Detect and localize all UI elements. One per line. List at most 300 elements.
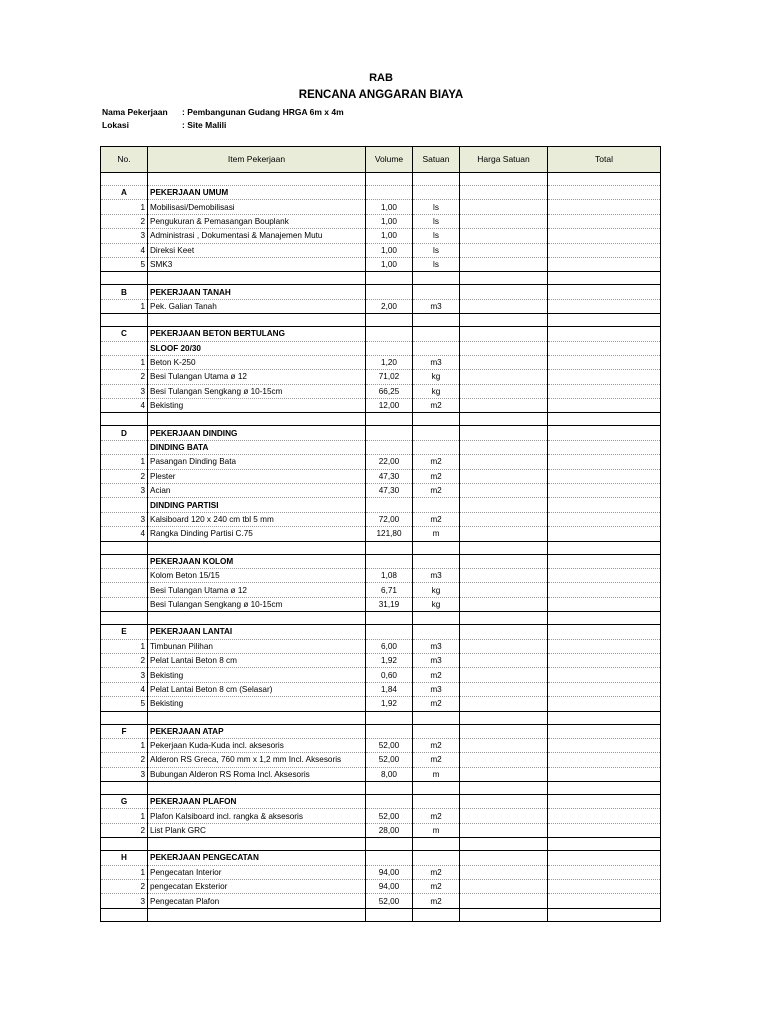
cell-total xyxy=(548,370,661,384)
cell-volume xyxy=(366,851,413,865)
cell-total xyxy=(548,697,661,711)
cell-price xyxy=(460,597,548,611)
cell-price xyxy=(460,484,548,498)
cell-item: SLOOF 20/30 xyxy=(148,341,366,355)
cell-unit xyxy=(413,272,460,285)
cell-volume: 22,00 xyxy=(366,455,413,469)
cell-volume: 52,00 xyxy=(366,894,413,908)
cell-total xyxy=(548,214,661,228)
cell-unit: m3 xyxy=(413,682,460,696)
spacer-row xyxy=(101,272,661,285)
cell-volume: 121,80 xyxy=(366,527,413,541)
cell-price xyxy=(460,469,548,483)
cell-price xyxy=(460,173,548,186)
cell-item xyxy=(148,612,366,625)
cell-unit: ls xyxy=(413,229,460,243)
cell-unit: kg xyxy=(413,583,460,597)
cell-item: Pelat Lantai Beton 8 cm (Selasar) xyxy=(148,682,366,696)
table-row xyxy=(101,697,661,711)
cell-no: 2 xyxy=(101,469,148,483)
section-row xyxy=(101,795,661,809)
cell-price xyxy=(460,186,548,200)
spacer-row xyxy=(101,711,661,724)
cell-total xyxy=(548,413,661,426)
cell-no: 4 xyxy=(101,399,148,413)
cell-item: DINDING BATA xyxy=(148,440,366,454)
cell-unit xyxy=(413,314,460,327)
cell-volume xyxy=(366,625,413,639)
cell-no: 1 xyxy=(101,455,148,469)
cell-item xyxy=(148,541,366,554)
cell-no xyxy=(101,498,148,512)
cell-total xyxy=(548,384,661,398)
table-row xyxy=(101,257,661,271)
cell-item xyxy=(148,838,366,851)
cell-price xyxy=(460,568,548,582)
cell-unit: ls xyxy=(413,257,460,271)
cell-item: Pengecatan Interior xyxy=(148,865,366,879)
cell-no xyxy=(101,711,148,724)
cell-unit xyxy=(413,838,460,851)
cell-unit: m2 xyxy=(413,753,460,767)
cell-no: C xyxy=(101,327,148,341)
cell-item: Acian xyxy=(148,484,366,498)
cell-no: 5 xyxy=(101,257,148,271)
table-row xyxy=(101,229,661,243)
cell-item: Besi Tulangan Sengkang ø 10-15cm xyxy=(148,384,366,398)
location-value: : Site Malili xyxy=(182,120,227,130)
cell-no: F xyxy=(101,724,148,738)
cell-price xyxy=(460,823,548,837)
cell-price xyxy=(460,724,548,738)
cell-no: 4 xyxy=(101,682,148,696)
cell-volume: 66,25 xyxy=(366,384,413,398)
cell-unit: m3 xyxy=(413,639,460,653)
cell-no xyxy=(101,782,148,795)
cell-price xyxy=(460,583,548,597)
cell-unit: m2 xyxy=(413,880,460,894)
cell-unit: m xyxy=(413,823,460,837)
table-row xyxy=(101,399,661,413)
cell-item: PEKERJAAN PENGECATAN xyxy=(148,851,366,865)
cell-volume: 28,00 xyxy=(366,823,413,837)
cell-unit: m3 xyxy=(413,568,460,582)
cell-volume: 1,00 xyxy=(366,214,413,228)
cell-price xyxy=(460,200,548,214)
cell-price xyxy=(460,426,548,440)
cell-no xyxy=(101,272,148,285)
cell-price xyxy=(460,851,548,865)
cell-price xyxy=(460,512,548,526)
cell-no xyxy=(101,173,148,186)
cell-item: Mobilisasi/Demobilisasi xyxy=(148,200,366,214)
cell-volume xyxy=(366,498,413,512)
subsection-row xyxy=(101,440,661,454)
cell-volume xyxy=(366,612,413,625)
cell-unit: m2 xyxy=(413,399,460,413)
cell-price xyxy=(460,455,548,469)
cell-unit: m2 xyxy=(413,455,460,469)
cell-price xyxy=(460,299,548,313)
cell-unit: kg xyxy=(413,370,460,384)
cell-volume: 6,00 xyxy=(366,639,413,653)
cell-price xyxy=(460,554,548,568)
cell-no: A xyxy=(101,186,148,200)
cell-total xyxy=(548,257,661,271)
cell-total xyxy=(548,399,661,413)
cell-unit: m2 xyxy=(413,697,460,711)
cell-no: 3 xyxy=(101,229,148,243)
table-row xyxy=(101,370,661,384)
cell-no: 5 xyxy=(101,697,148,711)
cell-total xyxy=(548,653,661,667)
project-value: : Pembangunan Gudang HRGA 6m x 4m xyxy=(182,107,344,117)
section-row xyxy=(101,625,661,639)
cell-total xyxy=(548,272,661,285)
cell-unit: m2 xyxy=(413,738,460,752)
cell-unit xyxy=(413,711,460,724)
table-row xyxy=(101,767,661,781)
table-row xyxy=(101,484,661,498)
cell-no: 1 xyxy=(101,738,148,752)
cell-unit xyxy=(413,541,460,554)
cell-item: Bubungan Alderon RS Roma Incl. Aksesoris xyxy=(148,767,366,781)
cell-total xyxy=(548,341,661,355)
table-body xyxy=(101,173,661,922)
cell-no: E xyxy=(101,625,148,639)
table-row xyxy=(101,597,661,611)
cell-no xyxy=(101,554,148,568)
table-row xyxy=(101,299,661,313)
cell-unit xyxy=(413,625,460,639)
cell-total xyxy=(548,795,661,809)
cell-total xyxy=(548,753,661,767)
section-row xyxy=(101,724,661,738)
cell-item: PEKERJAAN ATAP xyxy=(148,724,366,738)
cell-item: Pek. Galian Tanah xyxy=(148,299,366,313)
cell-price xyxy=(460,314,548,327)
cell-volume xyxy=(366,413,413,426)
location-line xyxy=(102,120,226,130)
table-row xyxy=(101,512,661,526)
cell-item: PEKERJAAN BETON BERTULANG xyxy=(148,327,366,341)
cell-no: 3 xyxy=(101,668,148,682)
subsection-row xyxy=(101,341,661,355)
cell-unit xyxy=(413,173,460,186)
cell-no xyxy=(101,314,148,327)
cell-no: 3 xyxy=(101,512,148,526)
table-row xyxy=(101,753,661,767)
cell-no xyxy=(101,583,148,597)
cell-unit xyxy=(413,186,460,200)
table-row xyxy=(101,469,661,483)
cell-price xyxy=(460,498,548,512)
cell-volume: 94,00 xyxy=(366,880,413,894)
cell-no xyxy=(101,541,148,554)
cell-total xyxy=(548,186,661,200)
cell-price xyxy=(460,682,548,696)
table-row xyxy=(101,243,661,257)
cell-total xyxy=(548,455,661,469)
cell-total xyxy=(548,583,661,597)
header-no: No. xyxy=(101,147,148,173)
spacer-row xyxy=(101,541,661,554)
cell-volume xyxy=(366,554,413,568)
cell-no: 2 xyxy=(101,753,148,767)
cell-item: DINDING PARTISI xyxy=(148,498,366,512)
cell-item: Rangka Dinding Partisi C.75 xyxy=(148,527,366,541)
cell-total xyxy=(548,782,661,795)
table-row xyxy=(101,455,661,469)
cell-price xyxy=(460,527,548,541)
cell-item: Bekisting xyxy=(148,668,366,682)
cell-unit: kg xyxy=(413,384,460,398)
cell-no: 3 xyxy=(101,384,148,398)
cell-total xyxy=(548,724,661,738)
cell-volume xyxy=(366,327,413,341)
cell-volume: 94,00 xyxy=(366,865,413,879)
cell-no: 3 xyxy=(101,767,148,781)
header-item: Item Pekerjaan xyxy=(148,147,366,173)
cell-volume xyxy=(366,711,413,724)
cell-volume xyxy=(366,908,413,921)
section-row xyxy=(101,285,661,299)
cell-unit: m2 xyxy=(413,484,460,498)
section-row xyxy=(101,327,661,341)
cell-no xyxy=(101,612,148,625)
cell-item: pengecatan Eksterior xyxy=(148,880,366,894)
table-row xyxy=(101,682,661,696)
cell-price xyxy=(460,753,548,767)
cell-total xyxy=(548,838,661,851)
cell-no: 1 xyxy=(101,200,148,214)
document-title: RAB xyxy=(369,72,393,84)
section-row xyxy=(101,426,661,440)
cell-item: List Plank GRC xyxy=(148,823,366,837)
cell-item: Alderon RS Greca, 760 mm x 1,2 mm Incl. Aksesoris xyxy=(148,753,366,767)
cell-item: PEKERJAAN PLAFON xyxy=(148,795,366,809)
cell-no: 4 xyxy=(101,243,148,257)
header-price: Harga Satuan xyxy=(460,147,548,173)
cell-volume: 1,84 xyxy=(366,682,413,696)
cell-no xyxy=(101,838,148,851)
cell-item: PEKERJAAN DINDING xyxy=(148,426,366,440)
cell-volume: 1,92 xyxy=(366,653,413,667)
cell-item xyxy=(148,314,366,327)
cell-total xyxy=(548,484,661,498)
cell-unit xyxy=(413,498,460,512)
cell-price xyxy=(460,384,548,398)
cell-item: PEKERJAAN KOLOM xyxy=(148,554,366,568)
cell-no xyxy=(101,341,148,355)
cell-total xyxy=(548,711,661,724)
cell-no xyxy=(101,908,148,921)
cell-volume: 52,00 xyxy=(366,809,413,823)
cell-price xyxy=(460,767,548,781)
cell-volume: 1,00 xyxy=(366,243,413,257)
cell-price xyxy=(460,697,548,711)
cell-unit xyxy=(413,782,460,795)
cell-total xyxy=(548,229,661,243)
cell-price xyxy=(460,612,548,625)
cell-price xyxy=(460,625,548,639)
cell-unit: m2 xyxy=(413,865,460,879)
cell-unit xyxy=(413,795,460,809)
cell-no: 1 xyxy=(101,639,148,653)
table-row xyxy=(101,214,661,228)
table-row xyxy=(101,809,661,823)
cell-volume xyxy=(366,782,413,795)
cell-price xyxy=(460,285,548,299)
spacer-row xyxy=(101,314,661,327)
document-subtitle: RENCANA ANGGARAN BIAYA xyxy=(298,89,464,101)
cell-no: B xyxy=(101,285,148,299)
cell-total xyxy=(548,355,661,369)
cell-price xyxy=(460,327,548,341)
cell-item: PEKERJAAN TANAH xyxy=(148,285,366,299)
cell-no xyxy=(101,568,148,582)
cell-no: 1 xyxy=(101,865,148,879)
cell-unit: m2 xyxy=(413,894,460,908)
cell-total xyxy=(548,173,661,186)
cell-no xyxy=(101,440,148,454)
cell-total xyxy=(548,823,661,837)
cell-no: 3 xyxy=(101,894,148,908)
cell-unit xyxy=(413,612,460,625)
cell-no: 4 xyxy=(101,527,148,541)
cell-volume: 31,19 xyxy=(366,597,413,611)
cell-volume xyxy=(366,541,413,554)
cell-volume: 71,02 xyxy=(366,370,413,384)
cell-unit: ls xyxy=(413,200,460,214)
cell-price xyxy=(460,243,548,257)
table-row xyxy=(101,639,661,653)
cell-item: Besi Tulangan Utama ø 12 xyxy=(148,583,366,597)
cell-price xyxy=(460,440,548,454)
cell-volume xyxy=(366,724,413,738)
cell-total xyxy=(548,243,661,257)
project-name-line xyxy=(102,107,344,117)
table-header-row xyxy=(101,147,661,173)
header-total: Total xyxy=(548,147,661,173)
cell-no xyxy=(101,413,148,426)
cell-volume xyxy=(366,838,413,851)
cell-unit xyxy=(413,341,460,355)
cell-volume: 47,30 xyxy=(366,484,413,498)
cell-item: Pengecatan Plafon xyxy=(148,894,366,908)
table-row xyxy=(101,355,661,369)
cell-volume: 1,00 xyxy=(366,229,413,243)
cell-item xyxy=(148,272,366,285)
cell-unit: m3 xyxy=(413,299,460,313)
table-row xyxy=(101,384,661,398)
cell-item: Direksi Keet xyxy=(148,243,366,257)
cell-total xyxy=(548,668,661,682)
cell-unit: m2 xyxy=(413,469,460,483)
cell-volume: 52,00 xyxy=(366,738,413,752)
cell-volume: 6,71 xyxy=(366,583,413,597)
cell-total xyxy=(548,314,661,327)
header-unit: Satuan xyxy=(413,147,460,173)
cell-unit xyxy=(413,724,460,738)
cell-price xyxy=(460,838,548,851)
cell-item: Pekerjaan Kuda-Kuda incl. aksesoris xyxy=(148,738,366,752)
cell-no: 1 xyxy=(101,809,148,823)
cell-item xyxy=(148,413,366,426)
cell-unit xyxy=(413,285,460,299)
cell-total xyxy=(548,682,661,696)
table-row xyxy=(101,668,661,682)
cell-volume: 1,20 xyxy=(366,355,413,369)
cell-volume: 1,00 xyxy=(366,200,413,214)
cell-item: Administrasi , Dokumentasi & Manajemen Mutu xyxy=(148,229,366,243)
location-label: Lokasi xyxy=(102,120,129,130)
cell-price xyxy=(460,229,548,243)
table-row xyxy=(101,894,661,908)
section-row xyxy=(101,554,661,568)
cell-unit: m xyxy=(413,527,460,541)
cell-no: 2 xyxy=(101,214,148,228)
cell-total xyxy=(548,865,661,879)
cell-total xyxy=(548,512,661,526)
cell-volume: 0,60 xyxy=(366,668,413,682)
cell-price xyxy=(460,257,548,271)
cell-price xyxy=(460,795,548,809)
cell-price xyxy=(460,413,548,426)
cell-item: Kalsiboard 120 x 240 cm tbl 5 mm xyxy=(148,512,366,526)
cell-total xyxy=(548,809,661,823)
cell-volume xyxy=(366,186,413,200)
cell-total xyxy=(548,767,661,781)
cell-total xyxy=(548,738,661,752)
cell-item: Timbunan Pilihan xyxy=(148,639,366,653)
cell-no xyxy=(101,597,148,611)
cell-item: Bekisting xyxy=(148,399,366,413)
cell-item xyxy=(148,711,366,724)
cell-total xyxy=(548,299,661,313)
cell-item: Pasangan Dinding Bata xyxy=(148,455,366,469)
cell-item: Plester xyxy=(148,469,366,483)
cell-item: Plafon Kalsiboard incl. rangka & aksesoris xyxy=(148,809,366,823)
section-row xyxy=(101,851,661,865)
cell-unit: ls xyxy=(413,214,460,228)
cell-unit: m2 xyxy=(413,809,460,823)
cell-price xyxy=(460,894,548,908)
cell-total xyxy=(548,200,661,214)
cell-no: 2 xyxy=(101,370,148,384)
cell-item: Beton K-250 xyxy=(148,355,366,369)
cell-price xyxy=(460,711,548,724)
cell-volume xyxy=(366,426,413,440)
cell-total xyxy=(548,894,661,908)
cell-price xyxy=(460,865,548,879)
cell-volume xyxy=(366,440,413,454)
cell-total xyxy=(548,880,661,894)
cell-unit xyxy=(413,554,460,568)
cell-unit xyxy=(413,440,460,454)
cell-total xyxy=(548,568,661,582)
header-volume: Volume xyxy=(366,147,413,173)
cell-no: 1 xyxy=(101,355,148,369)
cell-item: PEKERJAAN LANTAI xyxy=(148,625,366,639)
cell-price xyxy=(460,272,548,285)
cell-unit xyxy=(413,851,460,865)
section-row xyxy=(101,186,661,200)
cell-volume xyxy=(366,173,413,186)
cell-total xyxy=(548,597,661,611)
cell-total xyxy=(548,639,661,653)
cell-item: Besi Tulangan Sengkang ø 10-15cm xyxy=(148,597,366,611)
